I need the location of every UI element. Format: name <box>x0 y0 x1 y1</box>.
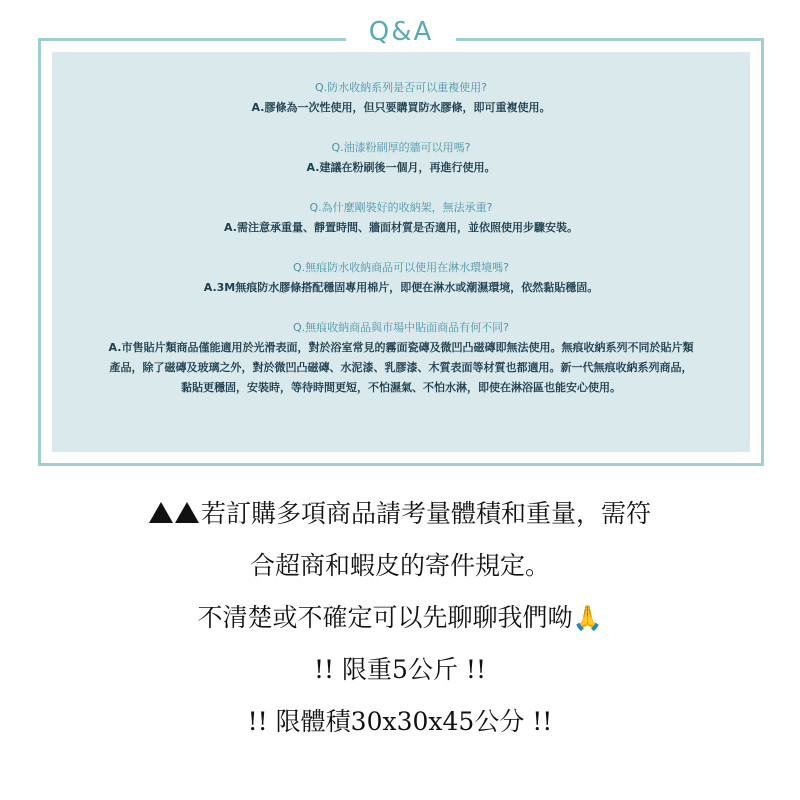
qa-question: Q.無痕防水收納商品可以使用在淋水環境嗎? <box>293 261 509 274</box>
qa-item <box>52 138 750 178</box>
qa-item <box>52 258 750 298</box>
qa-answer: A.建議在粉刷後一個月，再進行使用。 <box>306 161 496 174</box>
qa-title: Q&A <box>346 14 456 54</box>
qa-list <box>52 78 750 418</box>
qa-answer: A.市售貼片類商品僅能適用於光滑表面，對於浴室常見的霧面瓷磚及微凹凸磁磚即無法使用。無痕收納系列不同於貼片類產品，除了磁磚及玻璃之外，對於微凹凸磁磚、水泥漆、乳膠漆、木質表面等材質也都適用。新一代無痕收納系列商品，黏貼更穩固，安裝時，等待時間更短，不怕濕氣、不怕水淋，即使在淋浴區也能安心使用。 <box>108 341 694 394</box>
qa-question: Q.防水收納系列是否可以重複使用? <box>315 81 487 94</box>
folded-hands-icon: 🙏 <box>572 604 603 632</box>
notice-text: 若訂購多項商品請考量體積和重量，需符 <box>200 499 651 528</box>
notice-line-3 <box>0 592 800 644</box>
warning-icon <box>175 502 199 523</box>
qa-answer: A.3M無痕防水膠條搭配穩固專用棉片，即便在淋水或潮濕環境，依然黏貼穩固。 <box>203 281 599 294</box>
notice-text: 不清楚或不確定可以先聊聊我們呦 <box>197 603 573 632</box>
qa-item <box>52 198 750 238</box>
qa-question: Q.油漆粉刷厚的牆可以用嗎? <box>331 141 471 154</box>
qa-question: Q.為什麼剛裝好的收納架，無法承重? <box>309 201 493 214</box>
qa-item <box>52 318 750 398</box>
qa-panel <box>52 52 750 452</box>
notice-line-1 <box>0 488 800 540</box>
weight-limit: !! 限重5公斤 !! <box>314 655 486 684</box>
qa-question: Q.無痕收納商品與市場中貼面商品有何不同? <box>293 321 509 334</box>
qa-answer: A.需注意承重量、靜置時間、牆面材質是否適用，並依照使用步驟安裝。 <box>224 221 578 234</box>
volume-limit: !! 限體積30x30x45公分 !! <box>247 707 553 736</box>
warning-icon <box>149 502 173 523</box>
shipping-notice <box>0 488 800 748</box>
qa-answer: A.膠條為一次性使用，但只要購買防水膠條，即可重複使用。 <box>251 101 551 114</box>
notice-line-2: 合超商和蝦皮的寄件規定。 <box>249 551 550 580</box>
qa-item <box>52 78 750 118</box>
